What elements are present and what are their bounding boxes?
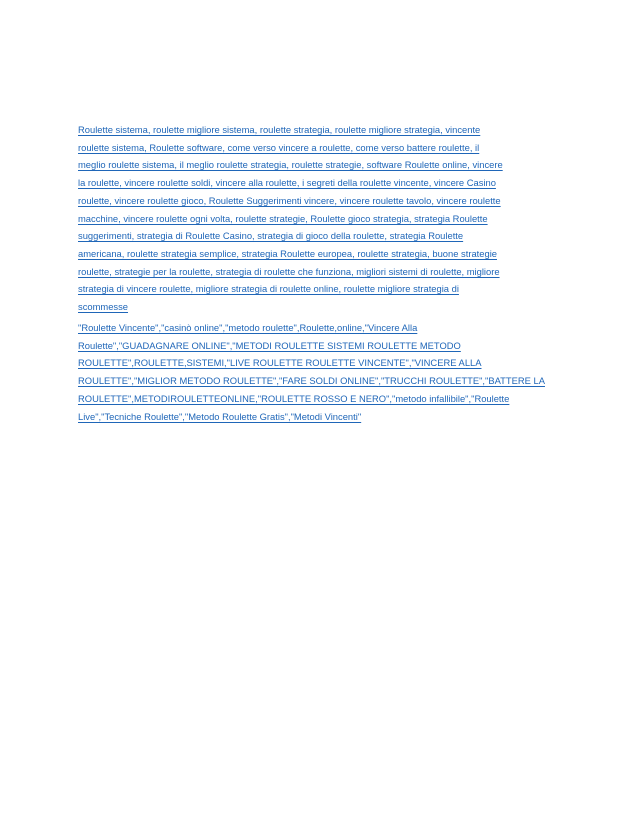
keyword-link-line[interactable]: roulette, strategie per la roulette, strategia di roulette che funziona, migliori sistemi di roulette, migliore <box>78 265 500 277</box>
keyword-link-line[interactable]: scommesse <box>78 301 129 313</box>
keyword-link-line[interactable]: meglio roulette sistema, il meglio roulette strategia, roulette strategie, software Roulette online, vincere <box>78 159 503 171</box>
keyword-link-line[interactable]: macchine, vincere roulette ogni volta, roulette strategie, Roulette gioco strategia, strategia Roulette <box>78 212 488 224</box>
keyword-link-line[interactable]: "Roulette Vincente","casinò online","metodo roulette",Roulette,online,"Vincere Alla <box>78 322 418 333</box>
keyword-link-line[interactable]: Roulette sistema, roulette migliore sistema, roulette strategia, roulette migliore strategia, vincente <box>78 124 481 135</box>
keyword-link-line[interactable]: Live","Tecniche Roulette","Metodo Roulette Gratis","Metodi Vincenti" <box>78 410 362 422</box>
keyword-link-line[interactable]: Roulette","GUADAGNARE ONLINE","METODI ROULETTE SISTEMI ROULETTE METODO <box>78 339 461 351</box>
keyword-paragraph-2 <box>78 319 564 425</box>
keyword-link-line[interactable]: la roulette, vincere roulette soldi, vincere alla roulette, i segreti della roulette vincente, vincere Casino <box>78 177 496 189</box>
keyword-link-line[interactable]: suggerimenti, strategia di Roulette Casino, strategia di gioco della roulette, strategia Roulette <box>78 230 464 242</box>
keyword-link-line[interactable]: ROULETTE",METODIROULETTEONLINE,"ROULETTE ROSSO E NERO","metodo infallibile","Roulette <box>78 392 510 404</box>
keyword-link-line[interactable]: roulette sistema, Roulette software, come verso vincere a roulette, come verso battere roulette, il <box>78 141 480 153</box>
keyword-link-line[interactable]: ROULETTE","MIGLIOR METODO ROULETTE","FARE SOLDI ONLINE","TRUCCHI ROULETTE","BATTERE LA <box>78 375 545 387</box>
keyword-link-line[interactable]: ROULETTE",ROULETTE,SISTEMI,"LIVE ROULETTE ROULETTE VINCENTE","VINCERE ALLA <box>78 357 482 369</box>
keyword-link-line[interactable]: strategia di vincere roulette, migliore strategia di roulette online, roulette migliore strategia di <box>78 283 459 295</box>
keyword-paragraph-1 <box>78 121 564 316</box>
keyword-link-line[interactable]: americana, roulette strategia semplice, strategia Roulette europea, roulette strategia, buone strategie <box>78 247 497 259</box>
keyword-link-line[interactable]: roulette, vincere roulette gioco, Roulette Suggerimenti vincere, vincere roulette tavolo, vincere roulette <box>78 194 501 206</box>
